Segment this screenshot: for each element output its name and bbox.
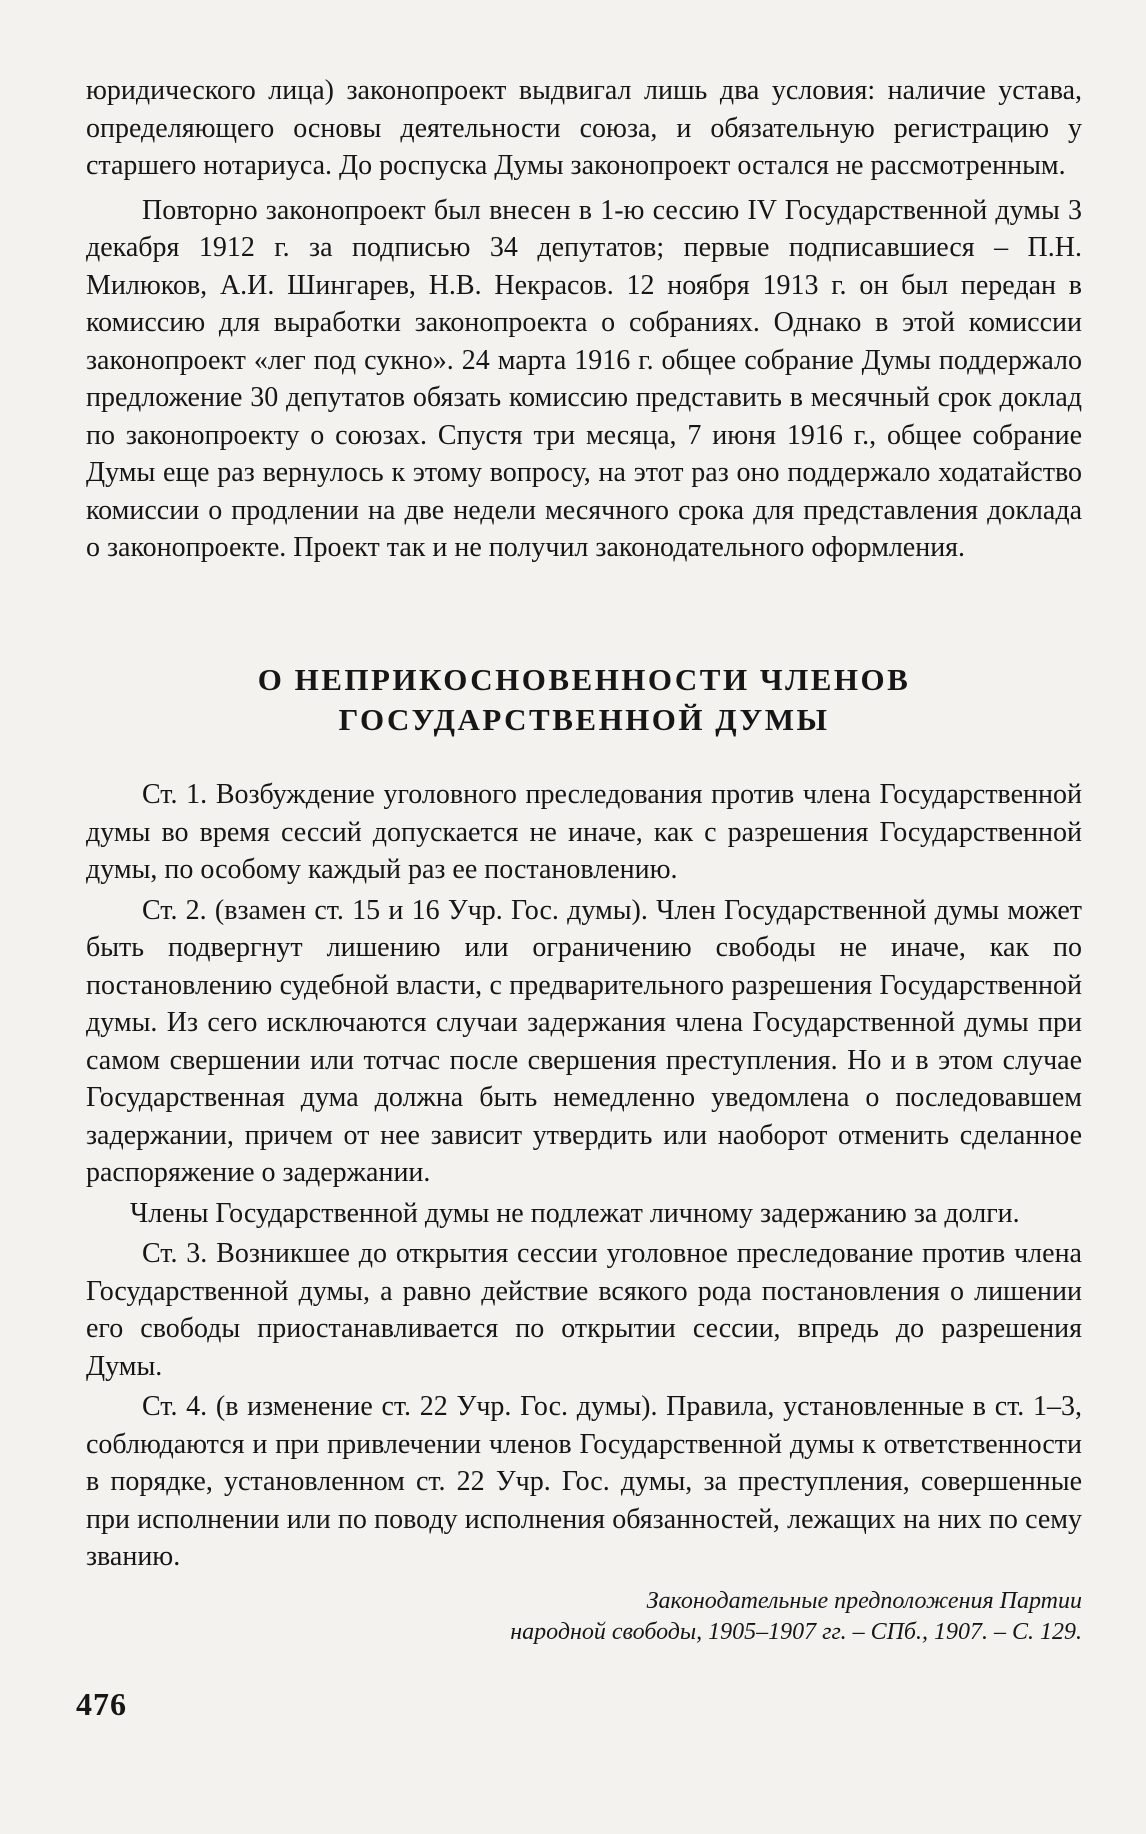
page-number: 476 xyxy=(76,1686,127,1722)
article-2-note: Члены Государственной думы не подлежат личному задержанию за долги. xyxy=(130,1197,1020,1229)
intro-paragraph: Повторно законопроект был внесен в 1-ю сессию IV Государственной думы 3 декабря 1912 г. за подписью 34 депутатов; первые подписавшиеся – П.Н. Милюков, А.И. Шингарев, Н.В. Некрасов. 12 ноября 1913 г. он был передан в комиссию для выработки законопроекта о собраниях. Однако в этой комиссии законопроект «лег под сукно». 24 марта 1916 г. общее собрание Думы поддержало предложение 30 депутатов обязать комиссию представить в месячный срок доклад по законопроекту о союзах. Спустя три месяца, 7 июня 1916 г., общее собрание Думы еще раз вернулось к этому вопросу, на этот раз оно поддержало ходатайство комиссии о продлении на две недели месячного срока для представления доклада о законопроекте. Проект так и не получил законодательного оформления. xyxy=(86,194,1082,563)
articles-section xyxy=(86,776,1082,1579)
citation-line-1: Законодательные предположения Партии xyxy=(646,1588,1082,1614)
article-1: Ст. 1. Возбуждение уголовного преследования против члена Государственной думы во время сессий допускается не иначе, как с разрешения Государственной думы, по особому каждый раз ее постановлению. xyxy=(86,779,1082,885)
section-heading xyxy=(86,660,1082,740)
continued-paragraph: юридического лица) законопроект выдвигал лишь два условия: наличие устава, определяющего основы деятельности союза, и обязательную регистрацию у старшего нотариуса. До роспуска Думы законопроект остался не рассмотренным. xyxy=(86,75,1082,181)
heading-line-1: О НЕПРИКОСНОВЕННОСТИ ЧЛЕНОВ xyxy=(257,662,911,697)
heading-line-2: ГОСУДАРСТВЕННОЙ ДУМЫ xyxy=(338,702,830,737)
intro-section xyxy=(86,72,1082,567)
source-citation xyxy=(86,1586,1082,1648)
article-3: Ст. 3. Возникшее до открытия сессии уголовное преследование против члена Государственной думы, а равно действие всякого рода постановления о лишении его свободы приостанавливается по открытии сессии, впредь до разрешения Думы. xyxy=(86,1238,1082,1382)
citation-line-2: народной свободы, 1905–1907 гг. – СПб., 1907. – С. 129. xyxy=(510,1619,1082,1645)
article-4: Ст. 4. (в изменение ст. 22 Учр. Гос. думы). Правила, установленные в ст. 1–3, соблюдаются и при привлечении членов Государственной думы к ответственности в порядке, установленном ст. 22 Учр. Гос. думы, за преступления, совершенные при исполнении или по поводу исполнения обязанностей, лежащих на них по сему званию. xyxy=(86,1391,1082,1572)
article-2: Ст. 2. (взамен ст. 15 и 16 Учр. Гос. думы). Член Государственной думы может быть подвергнут лишению или ограничению свободы не иначе, как по постановлению судебной власти, с предварительного разрешения Государственной думы. Из сего исключаются случаи задержания члена Государственной думы при самом свершении или тотчас после свершения преступления. Но и в этом случае Государственная дума должна быть немедленно уведомлена о последовавшем задержании, причем от нее зависит утвердить или наоборот отменить сделанное распоряжение о задержании. xyxy=(86,894,1082,1188)
